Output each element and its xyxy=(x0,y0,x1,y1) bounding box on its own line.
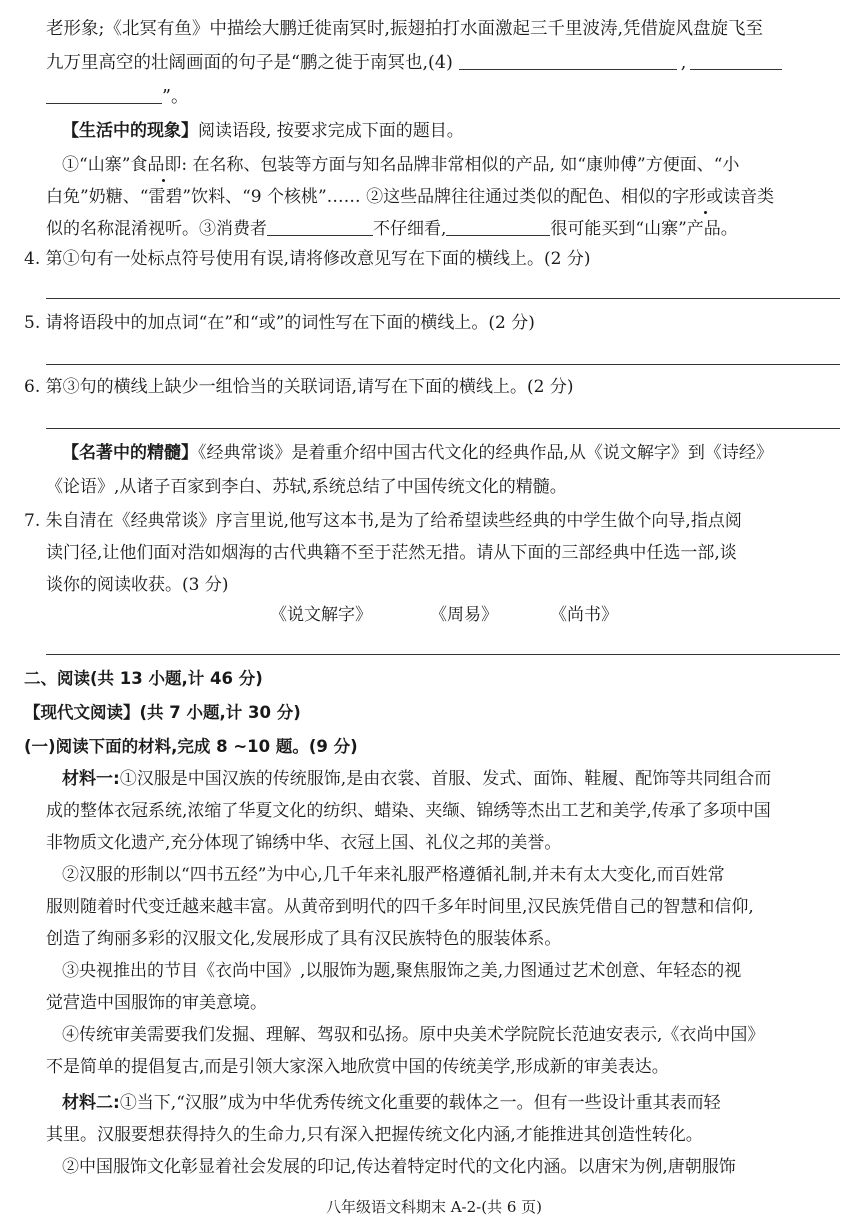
question-4: 4. 第①句有一处标点符号使用有误,请将修改意见写在下面的横线上。(2 分) xyxy=(24,249,591,269)
top-line-3-end: ”。 xyxy=(162,87,189,107)
classic-line-1 xyxy=(62,440,773,466)
material-2-text-1: ①当下,“汉服”成为中华优秀传统文化重要的载体之一。但有一些设计重其表而轻 xyxy=(119,1093,721,1113)
question-6: 6. 第③句的横线上缺少一组恰当的关联词语,请写在下面的横线上。(2 分) xyxy=(24,377,574,397)
classic-heading: 【名著中的精髓】 xyxy=(62,443,198,463)
material-1-text-1: ①汉服是中国汉族的传统服饰,是由衣裳、首服、发式、面饰、鞋履、配饰等共同组合而 xyxy=(119,769,772,789)
top-line-2 xyxy=(46,50,782,76)
top-line-3 xyxy=(46,84,188,110)
life-para-1a: ①“山寨”食品即: 在名称、包装等方面与知名品牌非常相似的产品, 如“康帅傅”方便面、“小 xyxy=(62,155,740,175)
top-line-2-text: 九万里高空的壮阔画面的句子是“鹏之徙于南冥也,(4) xyxy=(46,53,453,73)
classic-line-2: 《论语》,从诸子百家到李白、苏轼,系统总结了中国传统文化的精髓。 xyxy=(46,477,567,497)
life-para-3c: 很可能买到“山寨”产品。 xyxy=(550,219,738,239)
book-option-zhouyi: 《周易》 xyxy=(430,605,498,625)
material-1-line-2: 成的整体衣冠系统,浓缩了华夏文化的纺织、蜡染、夹缬、锦绣等杰出工艺和美学,传承了多项中国 xyxy=(46,801,771,821)
page-footer: 八年级语文科期末 A-2-(共 6 页) xyxy=(325,1198,543,1216)
answer-blank-consumer-2[interactable] xyxy=(446,217,550,236)
reading-section-title: 二、阅读(共 13 小题,计 46 分) xyxy=(24,669,263,688)
question-5: 5. 请将语段中的加点词“在”和“或”的词性写在下面的横线上。(2 分) xyxy=(24,313,535,333)
material-2-line-1 xyxy=(62,1090,721,1116)
material-2-line-2: 其里。汉服要想获得持久的生命力,只有深入把握传统文化内涵,才能推进其创造性转化。 xyxy=(46,1125,703,1145)
modern-reading-title: 【现代文阅读】(共 7 小题,计 30 分) xyxy=(24,703,301,722)
life-heading: 【生活中的现象】 xyxy=(62,121,198,141)
life-intro: 阅读语段, 按要求完成下面的题目。 xyxy=(198,121,464,141)
life-para-3a: 似的名称混淆视听。③消费者 xyxy=(46,219,267,239)
question-7-line-2: 读门径,让他们面对浩如烟海的古代典籍不至于茫然无措。请从下面的三部经典中任选一部,谈 xyxy=(46,543,737,563)
top-line-1: 老形象;《北冥有鱼》中描绘大鹏迁徙南冥时,振翅拍打水面激起三千里波涛,凭借旋风盘旋飞至 xyxy=(46,19,764,39)
life-para-line-3 xyxy=(46,216,738,242)
question-7-line-3: 谈你的阅读收获。(3 分) xyxy=(46,575,229,595)
answer-blank-4c[interactable] xyxy=(46,85,162,104)
life-para-line-2: 白免”奶糖、“雷碧”饮料、“9 个核桃”…… ②这些品牌往往通过类似的配色、相似的字形或读音类 xyxy=(46,187,775,207)
classic-intro: 《经典常谈》是着重介绍中国古代文化的经典作品,从《说文解字》到《诗经》 xyxy=(198,443,773,463)
life-para-3b: 不仔细看, xyxy=(373,219,447,239)
material-1-line-1 xyxy=(62,766,771,792)
answer-line-q5[interactable] xyxy=(46,364,840,365)
answer-line-q7[interactable] xyxy=(46,654,840,655)
answer-line-q4[interactable] xyxy=(46,298,840,299)
material-1-line-7: ③央视推出的节目《衣尚中国》,以服饰为题,聚焦服饰之美,力图通过艺术创意、年轻态的视 xyxy=(62,961,742,981)
part-one-title: (一)阅读下面的材料,完成 8 ~10 题。(9 分) xyxy=(24,737,358,756)
material-1-line-9: ④传统审美需要我们发掘、理解、驾驭和弘扬。原中央美术学院院长范迪安表示,《衣尚中国》 xyxy=(62,1025,765,1045)
top-line-2-comma: , xyxy=(680,53,687,73)
material-1-line-4: ②汉服的形制以“四书五经”为中心,几千年来礼服严格遵循礼制,并未有太大变化,而百姓常 xyxy=(62,865,725,885)
material-1-line-5: 服则随着时代变迁越来越丰富。从黄帝到明代的四千多年时间里,汉民族凭借自己的智慧和信仰, xyxy=(46,897,754,917)
life-heading-line xyxy=(62,118,464,144)
material-1-line-10: 不是简单的提倡复古,而是引领大家深入地欣赏中国的传统美学,形成新的审美表达。 xyxy=(46,1057,669,1077)
material-1-line-3: 非物质文化遗产,充分体现了锦绣中华、衣冠上国、礼仪之邦的美誉。 xyxy=(46,833,562,853)
material-1-label: 材料一: xyxy=(62,769,120,789)
answer-blank-4a[interactable] xyxy=(459,51,677,70)
answer-line-q6[interactable] xyxy=(46,428,840,429)
answer-blank-consumer-1[interactable] xyxy=(267,217,373,236)
material-1-line-8: 觉营造中国服饰的审美意境。 xyxy=(46,993,267,1013)
emphasis-dot-zai xyxy=(155,152,172,178)
emphasis-dot-huo xyxy=(697,184,714,210)
book-option-shuowen: 《说文解字》 xyxy=(270,605,372,625)
question-7-line-1: 7. 朱自清在《经典常谈》序言里说,他写这本书,是为了给希望读些经典的中学生做个向导,指点阅 xyxy=(24,511,742,531)
material-2-line-3: ②中国服饰文化彰显着社会发展的印记,传达着特定时代的文化内涵。以唐宋为例,唐朝服饰 xyxy=(62,1157,736,1177)
material-2-label: 材料二: xyxy=(62,1093,120,1113)
material-1-line-6: 创造了绚丽多彩的汉服文化,发展形成了具有汉民族特色的服装体系。 xyxy=(46,929,562,949)
answer-blank-4b[interactable] xyxy=(690,51,782,70)
book-option-shangshu: 《尚书》 xyxy=(550,605,618,625)
